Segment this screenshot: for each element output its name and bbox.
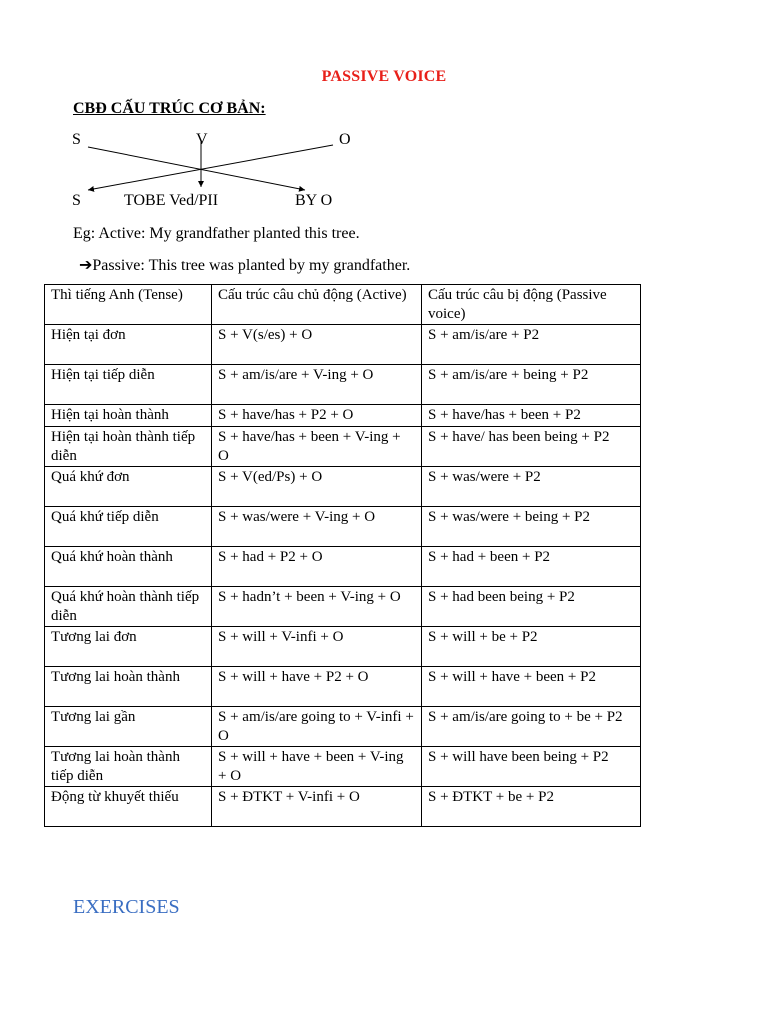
- table-cell-passive: S + will + be + P2: [422, 627, 641, 667]
- table-cell-passive: S + was/were + P2: [422, 467, 641, 507]
- table-row: [45, 325, 641, 365]
- table-cell-tense: Quá khứ hoàn thành: [45, 547, 212, 587]
- table-cell-tense: Hiện tại đơn: [45, 325, 212, 365]
- table-cell-tense: Tương lai hoàn thành tiếp diễn: [45, 747, 212, 787]
- table-row: [45, 365, 641, 405]
- table-cell-active: S + had + P2 + O: [212, 547, 422, 587]
- table-cell-tense: Tương lai gần: [45, 707, 212, 747]
- table-header-active: Cấu trúc câu chủ động (Active): [212, 285, 422, 325]
- table-cell-tense: Quá khứ tiếp diễn: [45, 507, 212, 547]
- table-row: [45, 427, 641, 467]
- table-cell-active: S + V(ed/Ps) + O: [212, 467, 422, 507]
- table-cell-passive: S + will + have + been + P2: [422, 667, 641, 707]
- table-cell-passive: S + am/is/are + P2: [422, 325, 641, 365]
- table-cell-passive: S + have/has + been + P2: [422, 405, 641, 427]
- table-cell-tense: Quá khứ đơn: [45, 467, 212, 507]
- right-arrow-icon: ➔: [79, 257, 93, 274]
- table-header-row: [45, 285, 641, 325]
- table-cell-tense: Tương lai đơn: [45, 627, 212, 667]
- table-row: [45, 507, 641, 547]
- table-cell-passive: S + had been being + P2: [422, 587, 641, 627]
- table-cell-passive: S + had + been + P2: [422, 547, 641, 587]
- example-active: Eg: Active: My grandfather planted this tree.: [73, 225, 360, 242]
- table-row: [45, 627, 641, 667]
- diagram-top-s: S: [72, 131, 81, 148]
- table-cell-passive: S + have/ has been being + P2: [422, 427, 641, 467]
- table-cell-passive: S + was/were + being + P2: [422, 507, 641, 547]
- table-row: [45, 787, 641, 827]
- section-subtitle: CBĐ CẤU TRÚC CƠ BẢN:: [73, 100, 266, 117]
- example-passive: Passive: This tree was planted by my grandfather.: [92, 257, 411, 274]
- table-cell-active: S + V(s/es) + O: [212, 325, 422, 365]
- table-cell-active: S + have/has + been + V-ing + O: [212, 427, 422, 467]
- table-cell-passive: S + am/is/are + being + P2: [422, 365, 641, 405]
- diagram-bottom-by: BY O: [295, 192, 333, 209]
- table-cell-active: S + ĐTKT + V-infi + O: [212, 787, 422, 827]
- table-cell-tense: Hiện tại hoàn thành tiếp diễn: [45, 427, 212, 467]
- table-row: [45, 547, 641, 587]
- table-cell-passive: S + ĐTKT + be + P2: [422, 787, 641, 827]
- table-cell-passive: S + will have been being + P2: [422, 747, 641, 787]
- table-row: [45, 405, 641, 427]
- table-cell-active: S + am/is/are + V-ing + O: [212, 365, 422, 405]
- table-cell-active: S + was/were + V-ing + O: [212, 507, 422, 547]
- table-cell-tense: Tương lai hoàn thành: [45, 667, 212, 707]
- arrow-o-to-s: [88, 145, 333, 190]
- table-cell-tense: Hiện tại tiếp diễn: [45, 365, 212, 405]
- table-row: [45, 747, 641, 787]
- table-cell-active: S + have/has + P2 + O: [212, 405, 422, 427]
- table-cell-tense: Quá khứ hoàn thành tiếp diễn: [45, 587, 212, 627]
- table-cell-tense: Hiện tại hoàn thành: [45, 405, 212, 427]
- diagram-top-o: O: [339, 131, 351, 148]
- table-cell-passive: S + am/is/are going to + be + P2: [422, 707, 641, 747]
- page-title: PASSIVE VOICE: [321, 68, 447, 85]
- table-header-passive: Cấu trúc câu bị động (Passive voice): [422, 285, 641, 325]
- table-row: [45, 467, 641, 507]
- table-cell-active: S + am/is/are going to + V-infi + O: [212, 707, 422, 747]
- example-passive-line: [79, 255, 410, 275]
- table-row: [45, 587, 641, 627]
- table-cell-active: S + will + have + been + V-ing + O: [212, 747, 422, 787]
- table-header-tense: Thì tiếng Anh (Tense): [45, 285, 212, 325]
- table-row: [45, 667, 641, 707]
- table-cell-active: S + hadn’t + been + V-ing + O: [212, 587, 422, 627]
- diagram-bottom-s: S: [72, 192, 81, 209]
- table-cell-active: S + will + have + P2 + O: [212, 667, 422, 707]
- table-cell-tense: Động từ khuyết thiếu: [45, 787, 212, 827]
- table-row: [45, 707, 641, 747]
- diagram-bottom-tobe: TOBE Ved/PII: [124, 192, 219, 209]
- table-cell-active: S + will + V-infi + O: [212, 627, 422, 667]
- structure-diagram: [60, 124, 380, 224]
- tense-table: [44, 284, 641, 827]
- diagram-top-v: V: [196, 131, 208, 148]
- exercises-heading: EXERCISES: [73, 896, 180, 918]
